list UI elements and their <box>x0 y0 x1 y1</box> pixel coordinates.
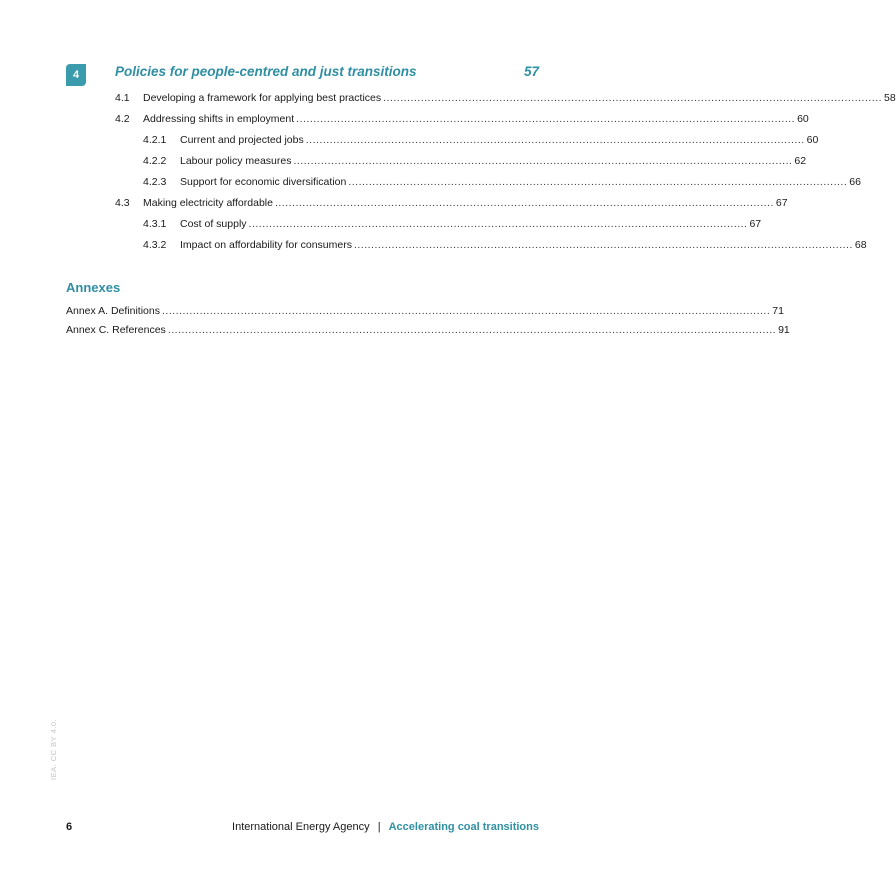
dot-leader: .................................................................................................................................................. <box>348 176 848 188</box>
toc-entry-title: Addressing shifts in employment <box>143 113 295 125</box>
chapter-title[interactable]: Policies for people-centred and just transitions <box>115 64 417 79</box>
toc-entry[interactable] <box>143 133 819 147</box>
toc-entry[interactable] <box>115 91 896 105</box>
toc-entry-title: Cost of supply <box>180 218 247 230</box>
toc-entry-title: Making electricity affordable <box>143 197 273 209</box>
annex-entry[interactable] <box>66 323 790 337</box>
toc-entry-page: 62 <box>794 155 807 167</box>
dot-leader: .................................................................................................................................................. <box>248 218 748 230</box>
toc-entry-page: 60 <box>797 113 809 125</box>
toc-entry-number: 4.2.1 <box>143 134 167 146</box>
toc-entry-page: 58 <box>884 92 896 104</box>
dot-leader: .................................................................................................................................................. <box>296 113 796 125</box>
dot-leader: .................................................................................................................................................................................. <box>167 324 777 336</box>
footer-running-title <box>232 821 539 833</box>
dot-leader: .................................................................................................................................................. <box>305 134 805 146</box>
annex-entry[interactable] <box>66 304 784 318</box>
toc-entry[interactable] <box>143 175 861 189</box>
toc-entry-number: 4.1 <box>115 92 130 104</box>
annex-entry-title: Annex C. References <box>66 324 166 336</box>
footer-separator: | <box>377 821 381 833</box>
annex-entry-title: Annex A. Definitions <box>66 305 160 317</box>
toc-entry[interactable] <box>115 196 788 210</box>
toc-entry-page: 67 <box>749 218 762 230</box>
toc-entry-number: 4.2.2 <box>143 155 167 167</box>
footer-organization: International Energy Agency <box>232 821 370 833</box>
footer-page-number: 6 <box>66 821 73 833</box>
dot-leader: .................................................................................................................................................. <box>383 92 883 104</box>
toc-entry[interactable] <box>143 217 762 231</box>
toc-entry-number: 4.3.1 <box>143 218 167 230</box>
toc-entry[interactable] <box>115 112 809 126</box>
toc-entry-title: Developing a framework for applying best practices <box>143 92 382 104</box>
toc-entry-title: Current and projected jobs <box>180 134 304 146</box>
dot-leader: .................................................................................................................................................. <box>353 239 853 251</box>
footer-report-title: Accelerating coal transitions <box>388 821 539 833</box>
toc-entry-number: 4.2 <box>115 113 130 125</box>
toc-entry-page: 66 <box>849 176 861 188</box>
toc-entry-number: 4.2.3 <box>143 176 167 188</box>
toc-entry-number: 4.3.2 <box>143 239 167 251</box>
toc-entry-page: 67 <box>775 197 788 209</box>
chapter-page-number: 57 <box>523 64 539 79</box>
toc-entry[interactable] <box>143 154 807 168</box>
chapter-number-badge: 4 <box>66 64 86 86</box>
toc-entry[interactable] <box>143 238 867 252</box>
license-watermark: IEA. CC BY 4.0. <box>49 718 58 780</box>
toc-entry-page: 60 <box>806 134 819 146</box>
toc-entry-title: Support for economic diversification <box>180 176 347 188</box>
annex-entry-page: 71 <box>772 305 784 317</box>
annexes-heading: Annexes <box>66 280 121 295</box>
dot-leader: .................................................................................................................................................. <box>274 197 774 209</box>
annex-entry-page: 91 <box>778 324 790 336</box>
toc-entry-title: Impact on affordability for consumers <box>180 239 352 251</box>
dot-leader: .................................................................................................................................................. <box>293 155 793 167</box>
toc-entry-page: 68 <box>854 239 867 251</box>
toc-entry-title: Labour policy measures <box>180 155 292 167</box>
dot-leader: .................................................................................................................................................................................. <box>161 305 771 317</box>
toc-entry-number: 4.3 <box>115 197 130 209</box>
